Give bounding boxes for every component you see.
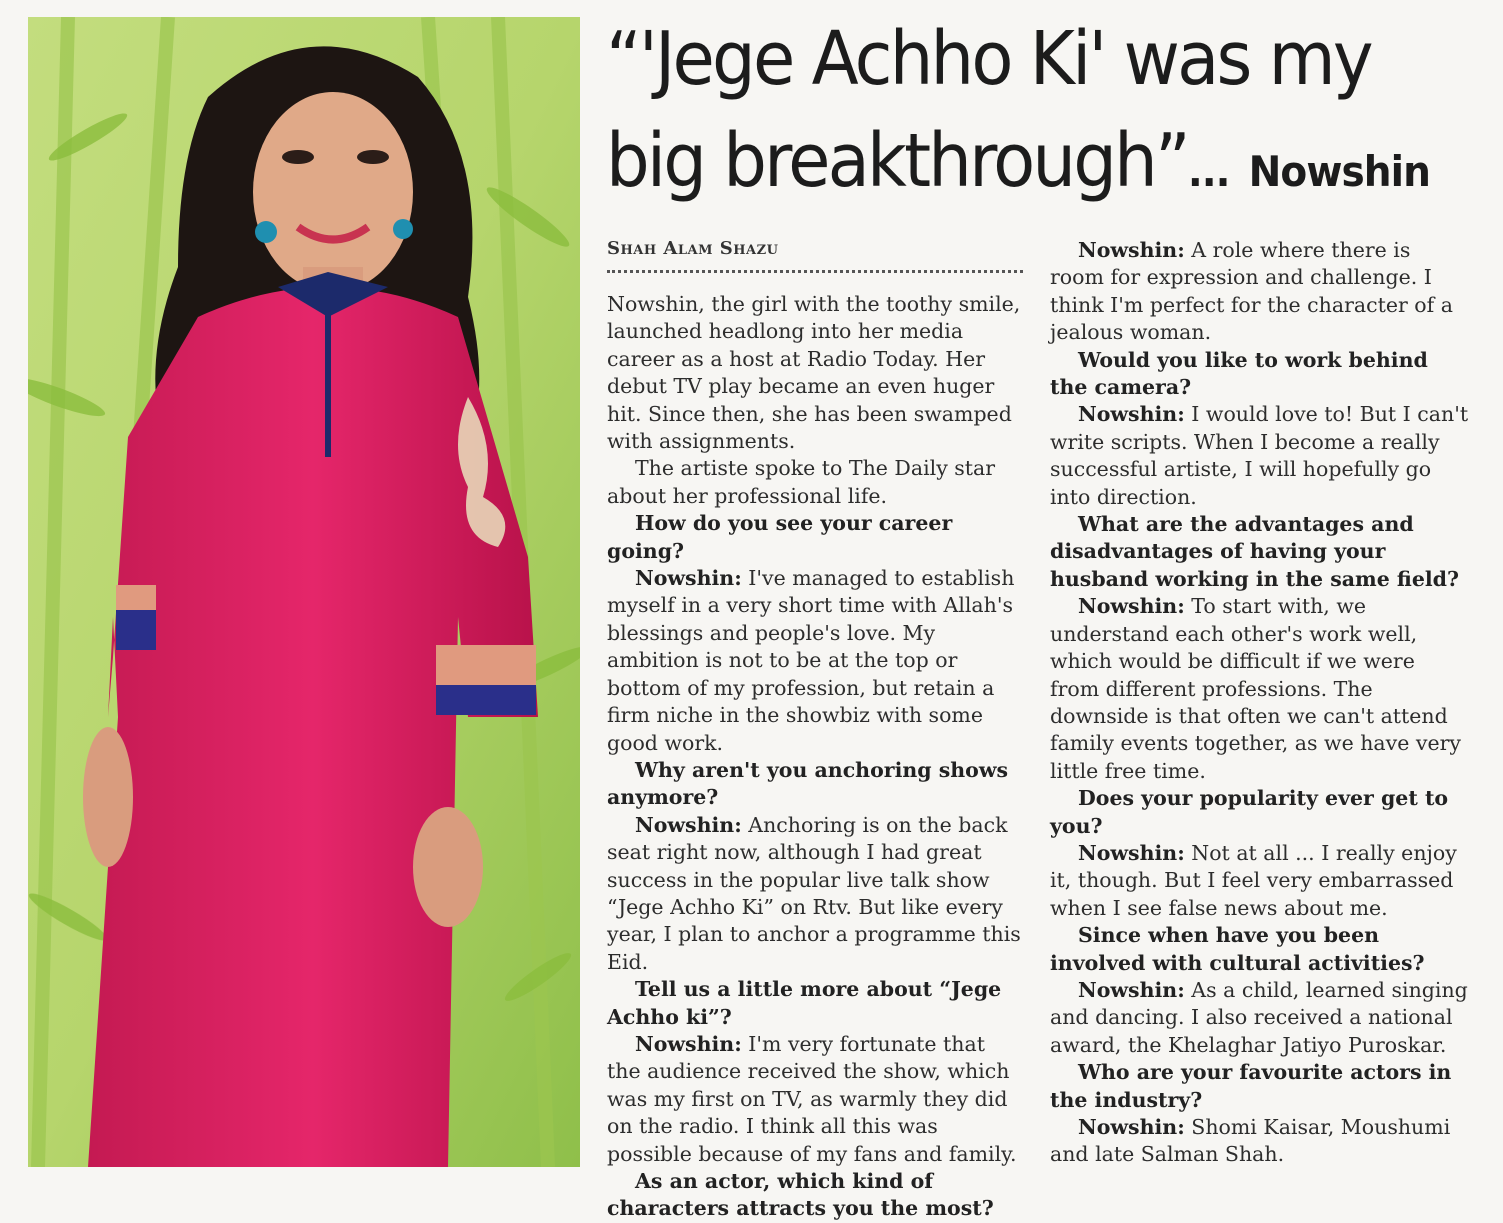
answer-9 <box>1050 1114 1470 1169</box>
answer-2-speaker: Nowshin: <box>635 812 742 837</box>
answer-2-text: Anchoring is on the back seat right now, although I had great success in the popular live talk show “Jege Achho Ki” on Rtv. But like every year, I plan to anchor a programme this Eid. <box>607 812 1021 974</box>
portrait-photo <box>28 17 580 1167</box>
answer-5-text: I would love to! But I can't write scripts. When I become a really successful artiste, I will hopefully go into direction. <box>1050 402 1469 509</box>
answer-7 <box>1050 840 1470 922</box>
headline-ellipsis: ... <box>1187 147 1230 196</box>
question-1: How do you see your career going? <box>607 511 953 563</box>
answer-7-text: Not at all ... I really enjoy it, though. But I feel very embarrassed when I see false news about me. <box>1050 840 1457 920</box>
answer-6-speaker: Nowshin: <box>1078 594 1185 619</box>
headline <box>606 8 1431 223</box>
answer-4-text: A role where there is room for expression and challenge. I think I'm perfect for the character of a jealous woman. <box>1050 238 1453 345</box>
article-column-1 <box>607 291 1025 1223</box>
headline-line-2-text: big breakthrough” <box>606 118 1188 204</box>
answer-6-text: To start with, we understand each other's work well, which would be difficult if we were from different professions. The downside is that often we can't attend family events together, as we have very little free time. <box>1050 594 1461 783</box>
answer-7-speaker: Nowshin: <box>1078 840 1185 865</box>
headline-name: Nowshin <box>1248 147 1431 196</box>
answer-1-speaker: Nowshin: <box>635 566 742 591</box>
question-3: Tell us a little more about “Jege Achho ki”? <box>607 977 1002 1029</box>
question-2: Why aren't you anchoring shows anymore? <box>607 757 1009 810</box>
dotted-divider <box>607 270 1023 273</box>
answer-4-speaker: Nowshin: <box>1078 238 1185 262</box>
headline-line-1: “'Jege Achho Ki' was my <box>606 16 1371 102</box>
answer-5 <box>1050 401 1470 511</box>
question-8: Since when have you been involved with cultural activities? <box>1050 923 1425 975</box>
question-6: What are the advantages and disadvantages of having your husband working in the same field? <box>1050 512 1459 591</box>
answer-8-text: As a child, learned singing and dancing. I also received a national award, the Khelaghar Jatiyo Puroskar. <box>1050 977 1468 1057</box>
article-column-2 <box>1050 237 1470 1169</box>
answer-3-text: I'm very fortunate that the audience received the show, which was my first on TV, as warmly they did on the radio. I think all this was possible because of my fans and family. <box>607 1031 1017 1166</box>
question-9: Who are your favourite actors in the industry? <box>1050 1060 1452 1112</box>
answer-8-speaker: Nowshin: <box>1078 977 1185 1002</box>
answer-1 <box>607 565 1025 757</box>
answer-3 <box>607 1031 1025 1168</box>
question-4: As an actor, which kind of characters attracts you the most? <box>607 1169 994 1221</box>
intro-paragraph-2: The artiste spoke to The Daily star about her professional life. <box>607 456 996 508</box>
answer-1-text: I've managed to establish myself in a very short time with Allah's blessings and people's love. My ambition is not to be at the top or bottom of my profession, but retain a firm niche in the showbiz with some good work. <box>607 566 1015 755</box>
question-5: Would you like to work behind the camera? <box>1050 347 1428 400</box>
intro-paragraph-1: Nowshin, the girl with the toothy smile, launched headlong into her media career as a host at Radio Today. Her debut TV play became an even huger hit. Since then, she has been swamped with assignments. <box>607 292 1021 454</box>
byline: Shah Alam Shazu <box>607 238 779 259</box>
question-7: Does your popularity ever get to you? <box>1050 786 1449 838</box>
answer-5-speaker: Nowshin: <box>1078 402 1185 427</box>
headline-line-2 <box>606 110 1431 223</box>
answer-6 <box>1050 593 1470 785</box>
answer-9-text: Shomi Kaisar, Moushumi and late Salman Shah. <box>1050 1115 1451 1167</box>
answer-4 <box>1050 237 1470 347</box>
answer-3-speaker: Nowshin: <box>635 1031 742 1056</box>
answer-8 <box>1050 977 1470 1059</box>
answer-9-speaker: Nowshin: <box>1078 1115 1185 1139</box>
answer-2 <box>607 812 1025 976</box>
